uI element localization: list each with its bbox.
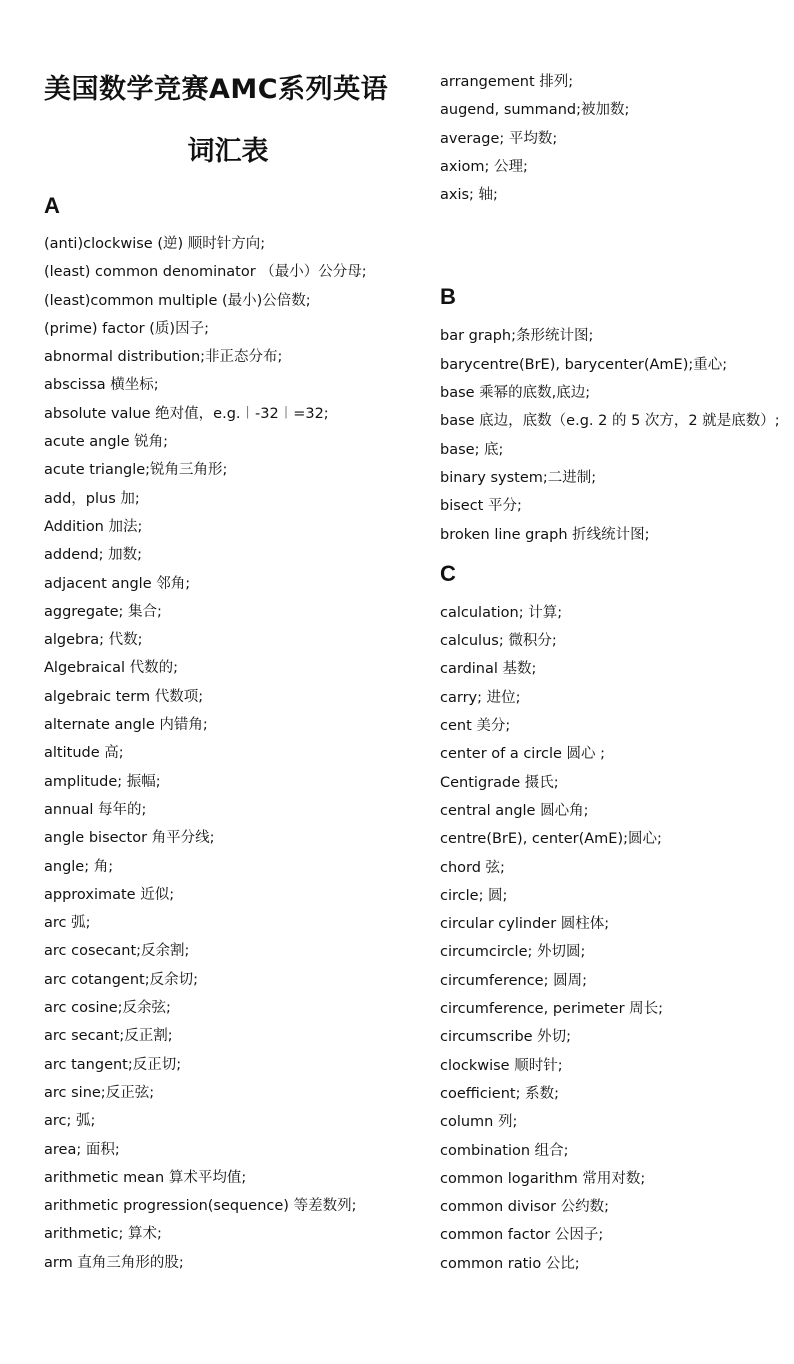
vocab-entry: area; 面积; — [44, 1141, 120, 1158]
vocab-entry: algebraic term 代数项; — [44, 688, 204, 705]
vocab-entry: adjacent angle 邻角; — [44, 575, 191, 592]
vocab-entry: abnormal distribution;非正态分布; — [44, 349, 283, 366]
vocab-entry: add，plus 加; — [44, 490, 140, 507]
vocab-entry: arc 弧; — [44, 915, 91, 932]
section-heading-b: B — [440, 284, 456, 310]
vocab-entry: arrangement 排列; — [440, 74, 574, 90]
vocab-entry: base 底边，底数（e.g. 2 的 5 次方，2 就是底数）; — [440, 413, 780, 430]
vocab-entry: arc secant;反正割; — [44, 1028, 173, 1045]
vocab-entry: amplitude; 振幅; — [44, 773, 161, 790]
vocab-entry: (least)common multiple (最小)公倍数; — [44, 292, 311, 309]
vocab-entry: cardinal 基数; — [440, 661, 537, 678]
vocab-entry: calculation; 计算; — [440, 604, 563, 621]
vocab-entry: base; 底; — [440, 441, 504, 458]
vocab-entry: (least) common denominator （最小）公分母; — [44, 264, 367, 281]
vocab-entry: altitude 高; — [44, 745, 124, 762]
vocab-entry: Centigrade 摄氏; — [440, 774, 559, 791]
vocab-entry: absolute value 绝对值，e.g.︱-32︱=32; — [44, 405, 329, 422]
vocab-entry: arc tangent;反正切; — [44, 1056, 182, 1073]
vocab-entry: base 乘幂的底数,底边; — [440, 385, 591, 402]
vocab-entry: axis; 轴; — [440, 187, 498, 204]
vocab-entry: arc cotangent;反余切; — [44, 971, 198, 988]
vocab-entry: circumference, perimeter 周长; — [440, 1001, 664, 1018]
vocab-entry: cent 美分; — [440, 718, 511, 735]
vocab-entry: angle; 角; — [44, 858, 114, 875]
vocab-entry: circular cylinder 圆柱体; — [440, 916, 610, 933]
vocab-entry: algebra; 代数; — [44, 632, 143, 649]
document-title-line-2: 词汇表 — [187, 136, 269, 167]
vocab-entry: binary system;二进制; — [440, 469, 597, 486]
vocab-entry: common factor 公因子; — [440, 1227, 604, 1244]
vocab-entry: augend, summand;被加数; — [440, 102, 630, 119]
vocab-entry: clockwise 顺时针; — [440, 1057, 563, 1074]
vocab-entry: common logarithm 常用对数; — [440, 1170, 646, 1187]
vocab-entry: arm 直角三角形的股; — [44, 1254, 184, 1271]
vocab-entry: arc cosecant;反余割; — [44, 943, 190, 960]
vocab-entry: (prime) factor (质)因子; — [44, 320, 209, 337]
vocab-entry: carry; 进位; — [440, 689, 521, 706]
vocab-entry: common divisor 公约数; — [440, 1199, 609, 1216]
vocab-entry: broken line graph 折线统计图; — [440, 526, 650, 543]
vocab-entry: circumference; 圆周; — [440, 972, 587, 989]
vocab-entry: combination 组合; — [440, 1142, 569, 1159]
vocab-entry: addend; 加数; — [44, 547, 142, 564]
vocab-entry: circle; 圆; — [440, 887, 508, 904]
right-column — [440, 68, 794, 1278]
vocab-entry: Algebraical 代数的; — [44, 660, 179, 677]
vocab-entry: circumscribe 外切; — [440, 1029, 572, 1046]
vocab-entry: arithmetic mean 算术平均值; — [44, 1169, 247, 1186]
vocab-entry: column 列; — [440, 1114, 518, 1131]
vocab-entry: (anti)clockwise (逆) 顺时针方向; — [44, 236, 266, 252]
section-heading-c: C — [440, 560, 456, 586]
vocab-entry: barycentre(BrE), barycenter(AmE);重心; — [440, 356, 728, 373]
vocab-entry: central angle 圆心角; — [440, 802, 589, 819]
vocab-entry: approximate 近似; — [44, 886, 175, 903]
vocab-entry: abscissa 横坐标; — [44, 377, 159, 394]
vocab-entry: arithmetic progression(sequence) 等差数列; — [44, 1198, 357, 1215]
vocab-entry: acute triangle;锐角三角形; — [44, 462, 228, 479]
left-column — [44, 72, 404, 1277]
section-a-list — [44, 230, 404, 1277]
vocab-entry: acute angle 锐角; — [44, 434, 168, 451]
vocab-entry: coefficient; 系数; — [440, 1085, 559, 1102]
vocab-entry: annual 每年的; — [44, 801, 147, 818]
vocab-entry: arithmetic; 算术; — [44, 1226, 162, 1243]
vocab-entry: common ratio 公比; — [440, 1255, 580, 1272]
vocab-entry: aggregate; 集合; — [44, 603, 162, 620]
vocab-entry: average; 平均数; — [440, 130, 558, 147]
vocab-entry: bisect 平分; — [440, 498, 522, 515]
vocab-entry: arc; 弧; — [44, 1113, 96, 1130]
vocab-entry: bar graph;条形统计图; — [440, 328, 594, 345]
document-title-line-1: 美国数学竞赛AMC系列英语 — [44, 74, 389, 105]
vocab-entry: arc sine;反正弦; — [44, 1084, 155, 1101]
section-heading-a: A — [44, 193, 60, 218]
vocab-entry: circumcircle; 外切圆; — [440, 944, 586, 961]
vocab-entry: Addition 加法; — [44, 518, 143, 535]
vocab-entry: axiom; 公理; — [440, 158, 528, 175]
section-c-list — [440, 599, 794, 1278]
vocab-entry: centre(BrE), center(AmE);圆心; — [440, 831, 662, 848]
section-b-list — [440, 322, 794, 548]
section-a-continued-list — [440, 68, 794, 209]
vocab-entry: alternate angle 内错角; — [44, 717, 208, 734]
vocab-entry: center of a circle 圆心 ; — [440, 746, 606, 763]
vocab-entry: chord 弦; — [440, 859, 505, 876]
vocab-entry: arc cosine;反余弦; — [44, 1000, 171, 1017]
vocab-entry: angle bisector 角平分线; — [44, 830, 215, 847]
vocab-entry: calculus; 微积分; — [440, 633, 557, 650]
